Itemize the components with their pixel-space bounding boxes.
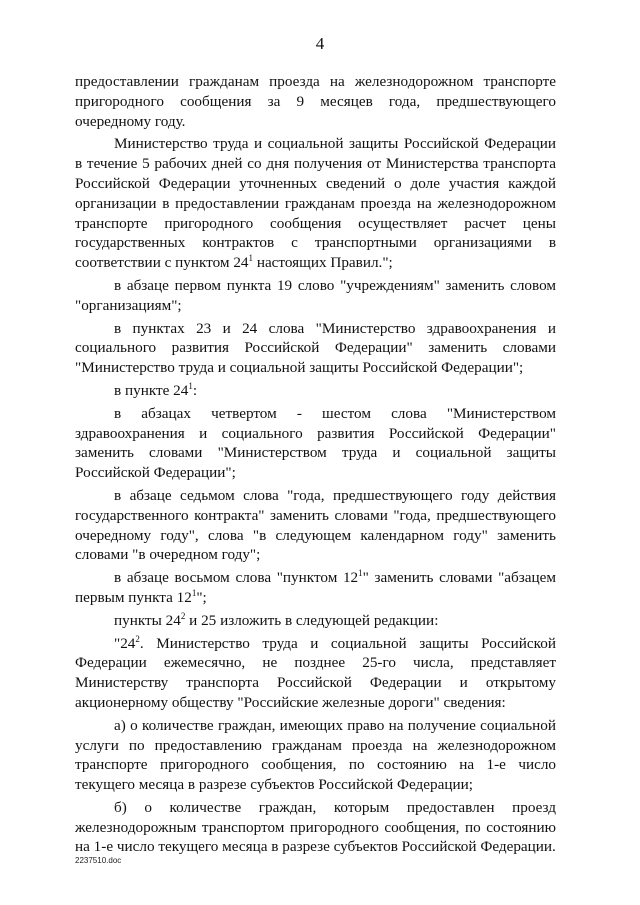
page-number: 4	[315, 34, 325, 53]
paragraph-text: в абзаце первом пункта 19 слово "учреждениям" заменить словом "организациям";	[75, 276, 556, 314]
paragraph-text: . Министерство труда и социальной защиты Российской Федерации ежемесячно, не позднее 25-го числа, представляет Министерству транспорта Российской Федерации и открытому акционерному обществу "Российские железные дороги" сведения:	[75, 634, 556, 711]
superscript: 1	[188, 380, 193, 391]
paragraph-text: в пунктах 23 и 24 слова "Министерство здравоохранения и социального развития Российской Федерации" заменить словами "Министерство труда и социальной защиты Российской Федерации";	[75, 319, 556, 377]
paragraph-text: предоставлении гражданам проезда на железнодорожном транспорте пригородного сообщения за 9 месяцев года, предшествующего очередному году.	[75, 73, 556, 130]
superscript: 1	[358, 568, 363, 579]
paragraph-text: в абзаце седьмом слова "года, предшествующего году действия государственного контракта" заменить словами "года, предшествующего очередному году", слова "в следующем календарном году" заменить словами "в очередном году";	[75, 486, 556, 564]
paragraph-text: пункты 24	[114, 611, 181, 629]
paragraph-abzac-7	[75, 486, 556, 565]
paragraph-text: Министерство труда и социальной защиты Российской Федерации в течение 5 рабочих дней со дня получения от Министерства транспорта Российской Федерации уточненных сведений о доле участия каждой организации в предоставлении гражданам проезда на железнодорожном транспорте пригородного сообщения осуществляет расчет цены государственных контрактов с транспортными организациями в соответствии с пунктом 24	[75, 135, 556, 272]
paragraph-items-23-24	[75, 319, 556, 378]
paragraph-item-24-2-text	[75, 634, 556, 713]
paragraph-text: "24	[114, 634, 136, 652]
paragraph-subitem-a	[75, 716, 556, 795]
superscript: 2	[135, 633, 140, 644]
document-id: 2237510.doc	[75, 856, 122, 865]
paragraph-item-19	[75, 276, 556, 316]
paragraph-abzac-4-6	[75, 404, 556, 483]
paragraph-text: в пункте 24	[114, 381, 189, 399]
paragraph-continuation	[75, 72, 556, 131]
paragraph-text: а) о количестве граждан, имеющих право на получение социальной услуги по предоставлению гражданам проезда на железнодорожном транспорте пригородного сообщения, по состоянию на 1-е число текущего месяца в разрезе субъектов Российской Федерации;	[75, 716, 556, 794]
paragraph-text: в абзаце восьмом слова "пунктом 12	[114, 569, 359, 587]
paragraph-text: б) о количестве граждан, которым предоставлен проезд железнодорожным транспортом пригородного сообщения, по состоянию на 1-е число текущего месяца в разрезе субъектов Российской Федерации.	[75, 798, 556, 856]
paragraph-items-24-2-25	[75, 611, 556, 631]
superscript: 1	[248, 253, 254, 264]
paragraph-text: настоящих Правил.";	[253, 254, 393, 272]
superscript: 2	[180, 610, 186, 621]
paragraph-text: " заменить словами "абзацем первым пункта 12	[75, 569, 556, 606]
superscript: 1	[191, 587, 197, 598]
paragraph-text: в абзацах четвертом - шестом слова "Министерством здравоохранения и социального развития Российской Федерации" заменить словами "Министерством труда и социальной защиты Российской Федерации";	[75, 404, 556, 482]
paragraph-abzac-8	[75, 568, 556, 608]
paragraph-subitem-b	[75, 798, 556, 857]
paragraph-text: и 25 изложить в следующей редакции:	[185, 611, 439, 629]
paragraph-item-24-1	[75, 381, 556, 401]
paragraph-text: :	[192, 381, 198, 399]
paragraph-text: ";	[196, 588, 207, 606]
document-body	[75, 72, 556, 857]
paragraph-ministry-calculation	[75, 134, 556, 273]
